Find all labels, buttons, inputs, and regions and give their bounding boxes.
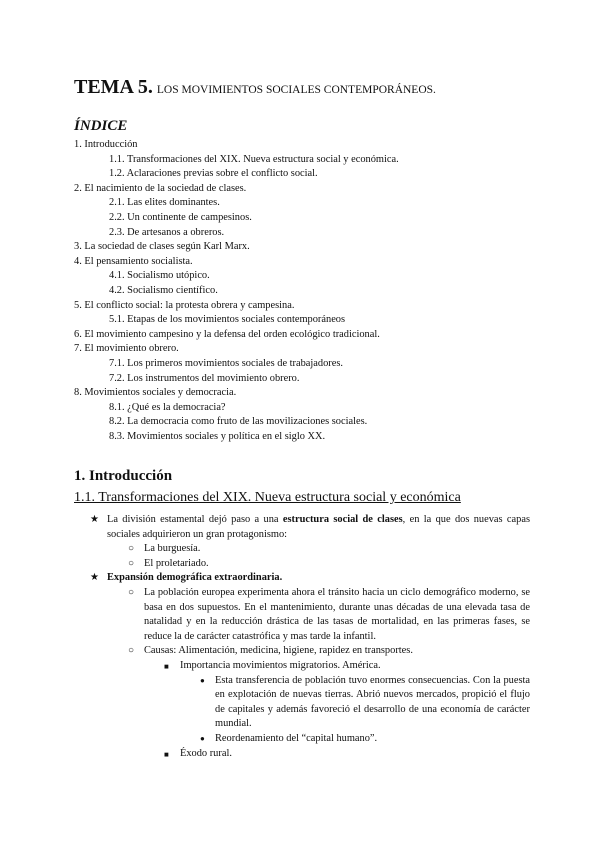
toc-entry: 8.1. ¿Qué es la democracia? bbox=[109, 401, 226, 413]
table-of-contents bbox=[74, 138, 554, 444]
toc-entry: 1.1. Transformaciones del XIX. Nueva estructura social y económica. bbox=[109, 153, 399, 165]
circle-bullet-icon: ○ bbox=[128, 586, 135, 598]
square-bullet-icon: ■ bbox=[164, 749, 169, 759]
toc-entry: 3. La sociedad de clases según Karl Marx. bbox=[74, 241, 250, 253]
title-number: TEMA 5. bbox=[74, 76, 153, 98]
list-item: ○ El proletariado. bbox=[74, 557, 530, 572]
list-item: ■ Éxodo rural. bbox=[74, 747, 530, 762]
star-bullet-icon: ★ bbox=[90, 514, 99, 525]
list-item: ● Reordenamiento del “capital humano”. bbox=[74, 732, 530, 747]
toc-entry: 7. El movimiento obrero. bbox=[74, 343, 179, 355]
toc-entry: 2.2. Un continente de campesinos. bbox=[109, 211, 252, 223]
toc-entry: 4.1. Socialismo utópico. bbox=[109, 270, 210, 282]
toc-entry: 8. Movimientos sociales y democracia. bbox=[74, 387, 237, 399]
toc-entry: 6. El movimiento campesino y la defensa del orden ecológico tradicional. bbox=[74, 328, 380, 340]
toc-entry: 2.1. Las elites dominantes. bbox=[109, 197, 220, 209]
list-item: ★ La división estamental dejó paso a una estructura social de clases, en la que dos nuevas capas sociales adquirieron un gran protagonismo: bbox=[90, 514, 530, 540]
circle-bullet-icon: ○ bbox=[128, 543, 135, 555]
toc-entry: 1.2. Aclaraciones previas sobre el conflicto social. bbox=[109, 168, 318, 180]
list-item: ● Esta transferencia de población tuvo enormes consecuencias. Con la puesta en explotación de nuevas tierras. Abrió nuevos mercados, propició el flujo de capitales y además favoreció el desarrollo de una economía de carácter mundial. bbox=[200, 674, 530, 730]
list-item: ○ Causas: Alimentación, medicina, higiene, rapidez en transportes. bbox=[74, 644, 530, 659]
section-body bbox=[74, 513, 530, 761]
toc-entry: 5. El conflicto social: la protesta obrera y campesina. bbox=[74, 299, 295, 311]
toc-entry: 7.1. Los primeros movimientos sociales de trabajadores. bbox=[109, 357, 344, 369]
toc-entry: 8.2. La democracia como fruto de las movilizaciones sociales. bbox=[109, 416, 368, 428]
subsection-heading: 1.1. Transformaciones del XIX. Nueva estructura social y económica bbox=[74, 490, 461, 505]
star-bullet-icon: ★ bbox=[90, 572, 99, 584]
bold-term: estructura social de clases bbox=[282, 514, 403, 525]
toc-entry: 8.3. Movimientos sociales y política en el siglo XX. bbox=[109, 430, 326, 442]
toc-entry: 5.1. Etapas de los movimientos sociales contemporáneos bbox=[109, 314, 346, 326]
toc-entry: 1. Introducción bbox=[74, 139, 138, 150]
circle-bullet-icon: ○ bbox=[128, 557, 135, 569]
index-heading: ÍNDICE bbox=[74, 118, 128, 134]
toc-entry: 2.3. De artesanos a obreros. bbox=[109, 226, 225, 238]
list-item: ★ Expansión demográfica extraordinaria. bbox=[74, 571, 530, 586]
dot-bullet-icon: ● bbox=[200, 675, 205, 685]
section-heading: 1. Introducción bbox=[74, 468, 173, 484]
title-subtitle: LOS MOVIMIENTOS SOCIALES CONTEMPORÁNEOS. bbox=[156, 84, 436, 96]
toc-entry: 2. El nacimiento de la sociedad de clases. bbox=[74, 182, 247, 194]
document-title bbox=[74, 76, 436, 99]
list-item: ○ La población europea experimenta ahora el tránsito hacia un ciclo demográfico moderno, se basa en dos supuestos. En el mantenimiento, durante unas décadas de una elevada tasa de natalidad y en la reducción drástica de las tasas de mortalidad, en las primeras fases, se reduce la de carácter catastrófica y mas tarde la infantil. bbox=[128, 586, 530, 642]
list-item: ■ Importancia movimientos migratorios. América. bbox=[74, 659, 530, 674]
toc-entry: 4.2. Socialismo científico. bbox=[109, 284, 218, 296]
toc-entry: 7.2. Los instrumentos del movimiento obrero. bbox=[109, 372, 300, 384]
list-item: ○ La burguesía. bbox=[74, 542, 530, 557]
circle-bullet-icon: ○ bbox=[128, 645, 135, 657]
square-bullet-icon: ■ bbox=[164, 661, 169, 671]
toc-entry: 4. El pensamiento socialista. bbox=[74, 255, 193, 267]
dot-bullet-icon: ● bbox=[200, 733, 205, 743]
